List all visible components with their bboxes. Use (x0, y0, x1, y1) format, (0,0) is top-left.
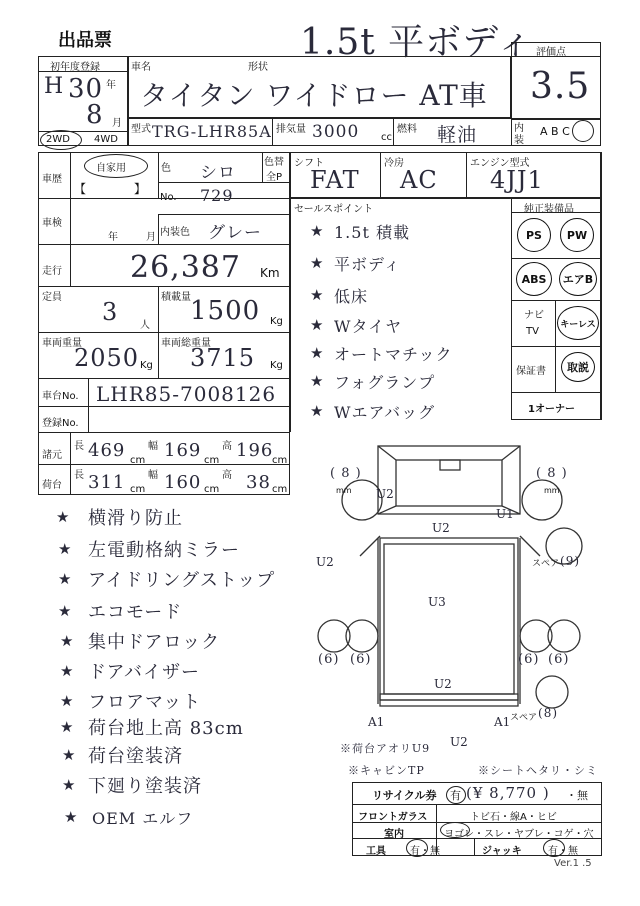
recycle-yes: 有 (450, 789, 461, 802)
equipment-label: 純正装備品 (524, 204, 574, 215)
diagram-mark: U2 (434, 677, 452, 691)
interior-value: ヨゴレ・スレ・ヤブレ・コゲ・穴 (444, 829, 594, 840)
manual-badge: 取説 (561, 352, 595, 382)
feature-item: 横滑り防止 (88, 508, 183, 529)
diagram-mark: A1 (494, 715, 511, 729)
shift-value: FAT (310, 166, 360, 194)
sales-point-item: Wエアバッグ (334, 403, 436, 422)
grade-value: 3.5 (530, 66, 591, 107)
history-value: 自家用 (96, 163, 126, 174)
sales-point-item: オートマチック (334, 345, 453, 364)
interior-color: グレー (208, 223, 262, 243)
color-value: シロ (200, 163, 236, 183)
diagram-mark: U2 (432, 521, 450, 535)
diagram-mark: A1 (368, 715, 385, 729)
load-value: 1500 (190, 296, 261, 326)
windshield-value: トビ石・線A・ヒビ (470, 812, 557, 823)
version-label: Ver.1 .5 (554, 858, 592, 869)
sales-points-label: セールスポイント (294, 204, 374, 215)
tire-front-right: ( 8 ) (536, 466, 568, 481)
diagram-mark: U2 (316, 555, 334, 569)
abs-badge: ABS (516, 262, 552, 296)
chassis-number: LHR85-7008126 (96, 382, 277, 406)
interior-grades: A B C (540, 125, 570, 138)
tools-value: 有・無 (410, 846, 440, 857)
spare-1: (9) (560, 554, 581, 568)
sales-point-item: フォグランプ (334, 373, 436, 392)
drive-2wd: 2WD (46, 134, 70, 145)
feature-item: フロアマット (88, 692, 202, 713)
model-note: 1.5t 平ボディ (300, 22, 534, 63)
note-item: ※キャビンTP (348, 764, 425, 777)
first-reg-label: 初年度登録 (50, 62, 100, 73)
feature-item: 荷台地上高 83cm (88, 718, 244, 739)
sales-point-item: 低床 (334, 287, 369, 306)
note-item: ※荷台アオリU9 (340, 742, 431, 755)
engine-value: 4JJ1 (490, 166, 544, 194)
diagram-mark: U3 (428, 595, 446, 609)
cargo-height: 38 (246, 472, 271, 493)
cargo-width: 160 (164, 472, 202, 493)
sales-point-item: 1.5t 積載 (334, 223, 410, 242)
color-no: 729 (200, 186, 234, 205)
reg-year: 30 (68, 74, 104, 104)
tire-rear-right-1: (6) (518, 652, 540, 667)
grade-label: 評価点 (536, 47, 566, 58)
aircon-value: AC (400, 166, 438, 194)
capacity-value: 3 (102, 298, 119, 326)
feature-item: 集中ドアロック (88, 632, 221, 653)
reg-month: 8 (86, 100, 104, 130)
feature-item: ドアバイザー (88, 662, 201, 683)
feature-item: アイドリングストップ (88, 570, 276, 591)
fuel-value: 軽油 (437, 124, 478, 146)
tire-rear-right-2: (6) (548, 652, 570, 667)
diagram-mark: U2 (376, 487, 394, 501)
feature-item: 下廻り塗装済 (88, 776, 202, 797)
recycle-amount: (¥ 8,770 ) (466, 784, 550, 802)
dim-height: 196 (236, 440, 274, 461)
jack-value: 有・無 (548, 846, 578, 857)
keyless-badge: キーレス (557, 306, 599, 340)
weight-value: 2050 (74, 344, 140, 372)
drive-4wd: 4WD (94, 134, 118, 145)
dim-width: 169 (164, 440, 202, 461)
displacement: 3000 (312, 122, 360, 142)
model-code: TRG-LHR85A (152, 122, 272, 141)
ps-badge: PS (517, 218, 551, 252)
gross-weight-value: 3715 (190, 344, 256, 372)
car-name-value: タイタン ワイドロー AT車 (140, 79, 488, 112)
cargo-length: 311 (88, 472, 126, 493)
feature-item: 荷台塗装済 (88, 746, 183, 767)
feature-item: 左電動格納ミラー (88, 540, 240, 561)
reg-era: H (44, 74, 65, 99)
tire-rear-left-1: (6) (318, 652, 340, 667)
note-item: ※シートヘタリ・シミ (478, 764, 598, 777)
spare-2: (8) (538, 706, 559, 720)
sales-point-item: Wタイヤ (334, 317, 403, 336)
owner-label: 1オーナー (528, 404, 575, 415)
diagram-mark: U2 (450, 735, 468, 749)
tire-rear-left-2: (6) (350, 652, 372, 667)
feature-item: エコモード (88, 602, 183, 623)
page-title: 出品票 (58, 30, 112, 51)
mileage-value: 26,387 (130, 250, 241, 285)
dim-length: 469 (88, 440, 126, 461)
pw-badge: PW (560, 218, 594, 252)
feature-item: OEM エルフ (92, 809, 194, 828)
tire-front-left: ( 8 ) (330, 466, 362, 481)
diagram-mark: U1 (496, 507, 514, 521)
airbag-badge: エアB (559, 262, 597, 296)
sales-point-item: 平ボディ (334, 255, 401, 274)
